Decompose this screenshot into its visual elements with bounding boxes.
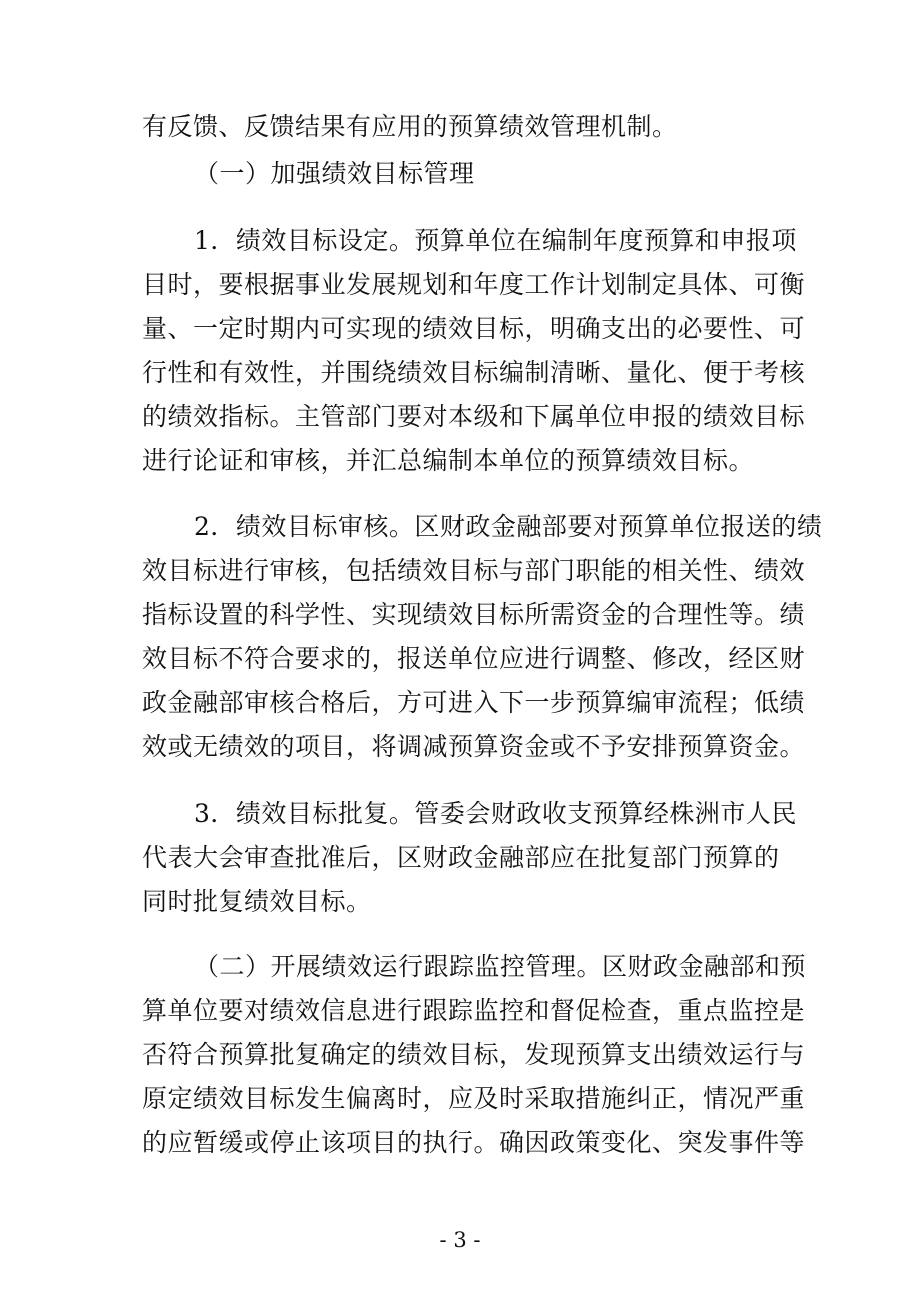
text-line: 目时，要根据事业发展规划和年度工作计划制定具体、可衡 bbox=[142, 270, 806, 299]
page-number: - 3 - bbox=[439, 1228, 481, 1252]
paragraph-continuation bbox=[142, 105, 802, 149]
text-line: 1．绩效目标设定。预算单位在编制年度预算和申报项 bbox=[194, 226, 797, 255]
text-line: 效目标不符合要求的，报送单位应进行调整、修改，经区财 bbox=[142, 644, 806, 673]
text-line: 代表大会审查批准后，区财政金融部应在批复部门预算的 bbox=[142, 843, 780, 872]
text-line: （二）开展绩效运行跟踪监控管理。区财政金融部和预 bbox=[194, 952, 807, 981]
text-line: 2．绩效目标审核。区财政金融部要对预算单位报送的绩 bbox=[194, 512, 823, 541]
text-line: 的应暂缓或停止该项目的执行。确因政策变化、突发事件等 bbox=[142, 1128, 806, 1157]
text-line: 否符合预算批复确定的绩效目标，发现预算支出绩效运行与 bbox=[142, 1040, 806, 1069]
text-line: 行性和有效性，并围绕绩效目标编制清晰、量化、便于考核 bbox=[142, 358, 806, 387]
text-line: 3．绩效目标批复。管委会财政收支预算经株洲市人民 bbox=[194, 799, 797, 828]
text-line: 同时批复绩效目标。 bbox=[142, 887, 372, 916]
text-line: 有反馈、反馈结果有应用的预算绩效管理机制。 bbox=[142, 112, 678, 141]
text-line: 进行论证和审核，并汇总编制本单位的预算绩效目标。 bbox=[142, 446, 755, 475]
paragraph-goal-review bbox=[142, 505, 823, 769]
text-line: 量、一定时期内可实现的绩效目标，明确支出的必要性、可 bbox=[142, 314, 806, 343]
paragraph-goal-setting bbox=[142, 219, 806, 483]
text-line: 算单位要对绩效信息进行跟踪监控和督促检查，重点监控是 bbox=[142, 996, 806, 1025]
text-line: 的绩效指标。主管部门要对本级和下属单位申报的绩效目标 bbox=[142, 402, 806, 431]
paragraph-goal-approval bbox=[142, 792, 802, 924]
text-line: 效目标进行审核，包括绩效目标与部门职能的相关性、绩效 bbox=[142, 556, 806, 585]
text-line: 效或无绩效的项目，将调减预算资金或不予安排预算资金。 bbox=[142, 732, 806, 761]
section-heading-1 bbox=[142, 152, 802, 196]
text-line: 政金融部审核合格后，方可进入下一步预算编审流程；低绩 bbox=[142, 688, 806, 717]
text-line: 原定绩效目标发生偏离时，应及时采取措施纠正，情况严重 bbox=[142, 1084, 806, 1113]
text-line: （一）加强绩效目标管理 bbox=[194, 159, 475, 188]
text-line: 指标设置的科学性、实现绩效目标所需资金的合理性等。绩 bbox=[142, 600, 806, 629]
paragraph-monitoring bbox=[142, 945, 807, 1165]
